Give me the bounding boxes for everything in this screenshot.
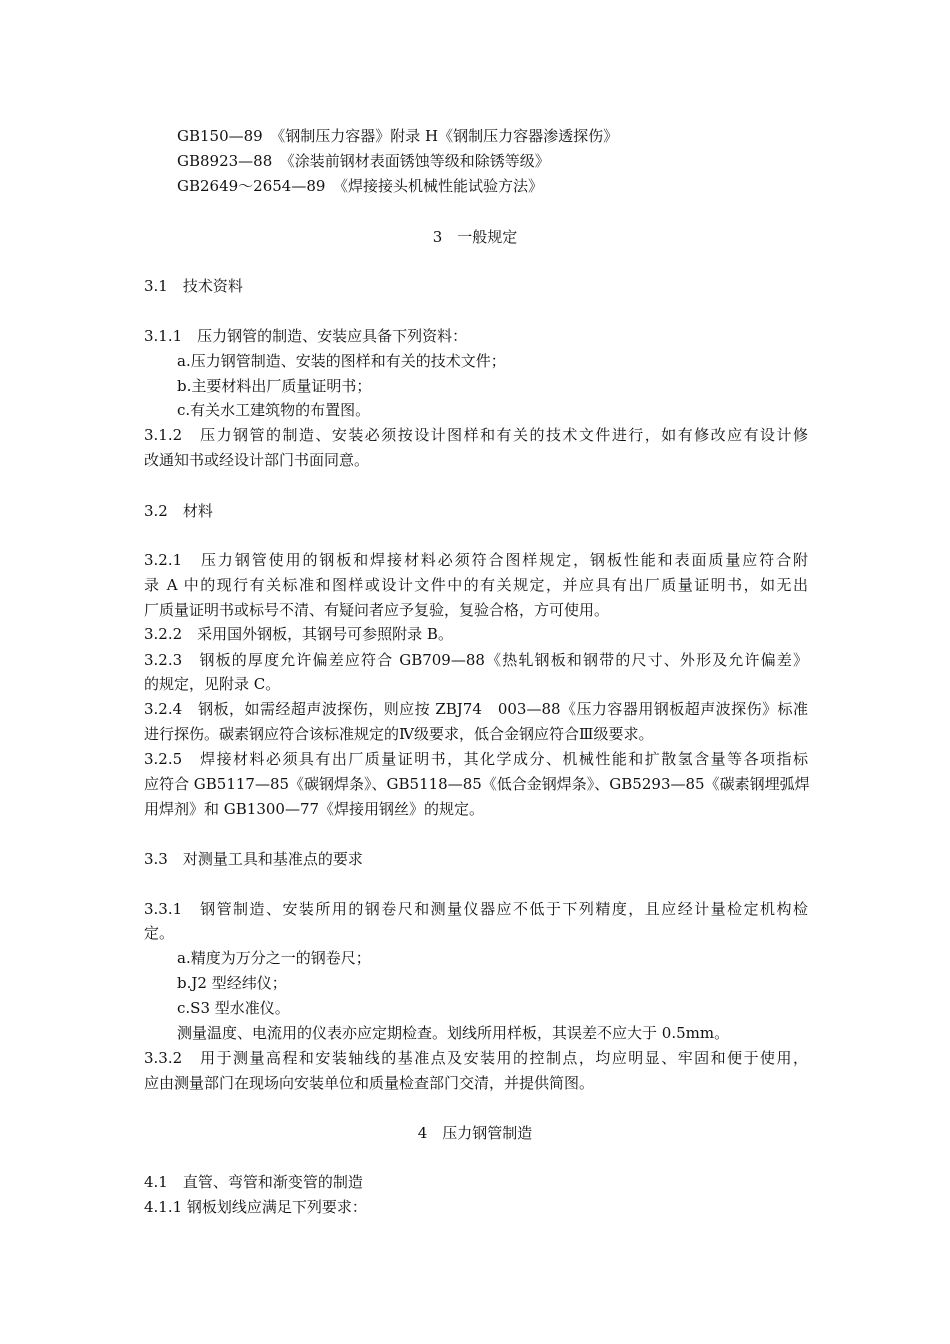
paragraph-line: 定。 [144, 924, 175, 942]
list-item: b.J2 型经纬仪； [177, 974, 287, 992]
paragraph-line: 应由测量部门在现场向安装单位和质量检查部门交清，并提供简图。 [144, 1074, 595, 1092]
list-item: c.S3 型水准仪。 [177, 999, 290, 1017]
paragraph-line: 测量温度、电流用的仪表亦应定期检查。划线所用样板，其误差不应大于 0.5mm。 [177, 1024, 730, 1042]
subsection-heading: 3.1 技术资料 [144, 277, 243, 295]
paragraph-line: 进行探伤。碳素钢应符合该标准规定的Ⅳ级要求，低合金钢应符合Ⅲ级要求。 [144, 725, 654, 743]
list-item: c.有关水工建筑物的布置图。 [177, 401, 371, 419]
paragraph-line: 3.2.1 压力钢管使用的钢板和焊接材料必须符合图样规定，钢板性能和表面质量应符合附 [144, 551, 808, 569]
reference-line: GB150—89 《钢制压力容器》附录 H《钢制压力容器渗透探伤》 [177, 127, 619, 145]
reference-line: GB2649～2654—89 《焊接接头机械性能试验方法》 [177, 177, 543, 195]
paragraph-line: 厂质量证明书或标号不清、有疑问者应予复验，复验合格，方可使用。 [144, 601, 610, 619]
subsection-heading: 4.1 直管、弯管和渐变管的制造 [144, 1173, 363, 1191]
paragraph-line: 3.2.4 钢板，如需经超声波探伤，则应按 ZBJ74 003—88《压力容器用钢板超声波探伤》标准 [144, 700, 808, 718]
paragraph-line: 3.3.2 用于测量高程和安装轴线的基准点及安装用的控制点，均应明显、牢固和便于使用， [144, 1049, 808, 1067]
section-heading: 3 一般规定 [432, 228, 518, 246]
paragraph-line: 3.3.1 钢管制造、安装所用的钢卷尺和测量仪器应不低于下列精度，且应经计量检定机构检 [144, 900, 808, 918]
paragraph-line: 3.1.2 压力钢管的制造、安装必须按设计图样和有关的技术文件进行，如有修改应有设计修 [144, 426, 808, 444]
paragraph-line: 4.1.1 钢板划线应满足下列要求： [144, 1198, 367, 1216]
list-item: b.主要材料出厂质量证明书； [177, 377, 372, 395]
paragraph-line: 的规定，见附录 C。 [144, 675, 281, 693]
list-item: a.压力钢管制造、安装的图样和有关的技术文件； [177, 352, 506, 370]
reference-line: GB8923—88 《涂装前钢材表面锈蚀等级和除锈等级》 [177, 152, 550, 170]
paragraph-line: 3.1.1 压力钢管的制造、安装应具备下列资料： [144, 327, 468, 345]
subsection-heading: 3.2 材料 [144, 502, 213, 520]
paragraph-line: 录 A 中的现行有关标准和图样或设计文件中的有关规定，并应具有出厂质量证明书，如无出 [144, 576, 808, 594]
paragraph-line: 应符合 GB5117—85《碳钢焊条》、GB5118—85《低合金钢焊条》、GB5293—85《碳素钢埋弧焊 [144, 775, 810, 793]
paragraph-line: 3.2.3 钢板的厚度允许偏差应符合 GB709—88《热轧钢板和钢带的尺寸、外形及允许偏差》 [144, 651, 808, 669]
paragraph-line: 改通知书或经设计部门书面同意。 [144, 451, 370, 469]
list-item: a.精度为万分之一的钢卷尺； [177, 949, 371, 967]
paragraph-line: 用焊剂》和 GB1300—77《焊接用钢丝》的规定。 [144, 800, 485, 818]
paragraph-line: 3.2.2 采用国外钢板，其钢号可参照附录 B。 [144, 625, 453, 643]
section-heading: 4 压力钢管制造 [417, 1124, 533, 1142]
paragraph-line: 3.2.5 焊接材料必须具有出厂质量证明书，其化学成分、机械性能和扩散氢含量等各项指标 [144, 750, 808, 768]
subsection-heading: 3.3 对测量工具和基准点的要求 [144, 850, 363, 868]
